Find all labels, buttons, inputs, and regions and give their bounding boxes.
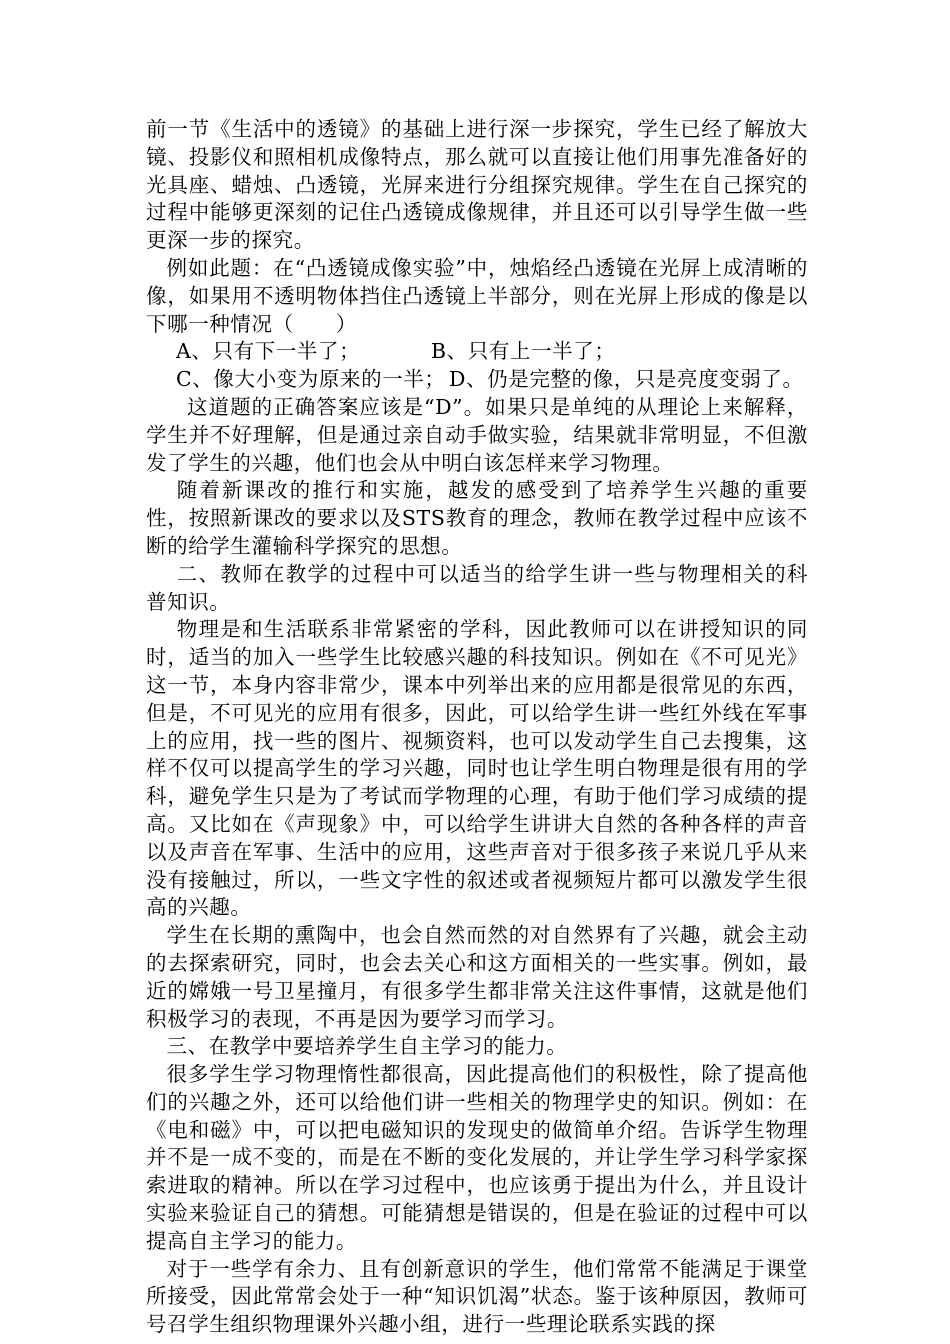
option-c: C、像大小变为原来的一半； (176, 367, 446, 392)
paragraph-science-knowledge: 物理是和生活联系非常紧密的学科，因此教师可以在讲授知识的同时，适当的加入一些学生比较感兴趣的科技知识。例如在《不可见光》这一节，本身内容非常少，课本中列举出来的应用都是很常见的东西，但是，不可见光的应用有很多，因此，可以给学生讲一些红外线在军事上的应用，找一些的图片、视频资料，也可以发动学生自己去搜集，这样不仅可以提高学生的学习兴趣，同时也让学生明白物理是很有用的学科，避免学生只是为了考试而学物理的心理，有助于他们学习成绩的提高。又比如在《声现象》中，可以给学生讲讲大自然的各种各样的声音以及声音在军事、生活中的应用，这些声音对于很多孩子来说几乎从来没有接触过，所以，一些文字性的叙述或者视频短片都可以激发学生很高的兴趣。 (146, 617, 808, 920)
paragraph-long-term-influence: 学生在长期的熏陶中，也会自然而然的对自然界有了兴趣，就会主动的去探索研究，同时，也会去关心和这方面相关的一些实事。例如，最近的嫦娥一号卫星撞月，有很多学生都非常关注这件事情，这就是他们积极学习的表现，不再是因为要学习而学习。 (146, 923, 808, 1031)
paragraph-lens-exploration: 前一节《生活中的透镜》的基础上进行深一步探究，学生已经了解放大镜、投影仪和照相机成像特点，那么就可以直接让他们用事先准备好的光具座、蜡烛、凸透镜，光屏来进行分组探究规律。学生在自己探究的过程中能够更深刻的记住凸透镜成像规律，并且还可以引导学生做一些更深一步的探究。 (146, 117, 808, 253)
option-d: D、仍是完整的像，只是亮度变弱了。 (449, 367, 804, 392)
section-heading-two: 二、教师在教学的过程中可以适当的给学生讲一些与物理相关的科普知识。 (146, 561, 808, 614)
paragraph-physics-history: 很多学生学习物理惰性都很高，因此提高他们的积极性，除了提高他们的兴趣之外，还可以给他们讲一些相关的物理学史的知识。例如：在《电和磁》中，可以把电磁知识的发现史的做简单介绍。告诉学生物理并不是一成不变的，而是在不断的变化发展的，并让学生学习科学家探索进取的精神。所以在学习过程中，也应该勇于提出为什么，并且设计实验来验证自己的猜想。可能猜想是错误的，但是在验证的过程中可以提高自主学习的能力。 (146, 1062, 808, 1253)
option-a: A、只有下一半了； (176, 339, 361, 364)
option-b: B、只有上一半了； (431, 339, 616, 364)
document-page (146, 116, 808, 1339)
options-row-1 (146, 338, 808, 366)
section-heading-three: 三、在教学中要培养学生自主学习的能力。 (166, 1034, 568, 1059)
options-row-2 (146, 366, 808, 394)
paragraph-new-curriculum: 随着新课改的推行和实施，越发的感受到了培养学生兴趣的重要性，按照新课改的要求以及STS教育的理念，教师在教学过程中应该不断的给学生灌输科学探究的思想。 (146, 478, 808, 558)
paragraph-example-question: 例如此题：在“凸透镜成像实验”中，烛焰经凸透镜在光屏上成清晰的像，如果用不透明物体挡住凸透镜上半部分，则在光屏上形成的像是以下哪一种情况（ ） (146, 255, 808, 336)
paragraph-answer-explanation: 这道题的正确答案应该是“D”。如果只是单纯的从理论上来解释，学生并不好理解，但是通过亲自动手做实验，结果就非常明显，不但激发了学生的兴趣，他们也会从中明白该怎样来学习物理。 (146, 394, 808, 475)
paragraph-interest-group: 对于一些学有余力、且有创新意识的学生，他们常常不能满足于课堂所接受，因此常常会处于一种“知识饥渴”状态。鉴于该种原因，教师可号召学生组织物理课外兴趣小组，进行一些理论联系实践的探 (146, 1256, 808, 1337)
